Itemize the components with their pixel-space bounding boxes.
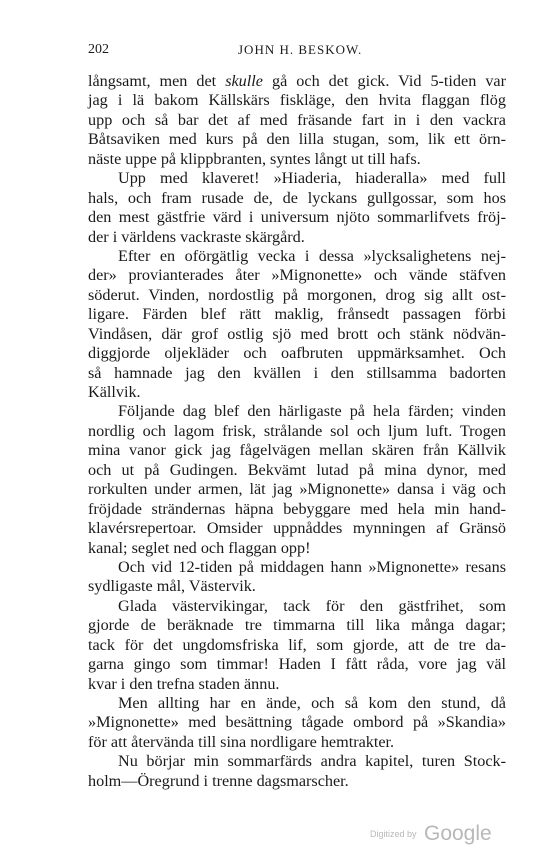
text-line: nordlig och lagom frisk, strålande sol och ljum luft. Trogen <box>88 421 506 440</box>
paragraph <box>88 597 506 694</box>
text-line: Nu börjar min sommarfärds andra kapitel, turen Stock- <box>118 752 506 771</box>
text-line: upp och så bar det af med fräsande fart in i den vackra <box>88 110 506 129</box>
digitized-watermark <box>370 822 492 846</box>
text-line: tack för det ungdomsfriska lif, som gjorde, att de tre da- <box>88 635 506 654</box>
text-line: Efter en oförgätlig vecka i dessa »lycksalighetens nej- <box>118 246 506 265</box>
text-line: Upp med klaveret! »Hiaderia, hiaderalla» med full <box>118 169 506 188</box>
paragraph <box>88 247 506 403</box>
text-line: diggjorde oljekläder och oafbruten uppmärksamhet. Och <box>88 344 506 363</box>
text-line: så hamnade jag den kvällen i den stillsamma badorten <box>88 363 506 382</box>
text-line: hals, och fram rusade de, de lyckans gullgossar, som hos <box>88 188 506 207</box>
running-head: JOHN H. BESKOW. <box>238 42 363 57</box>
paragraph <box>88 752 506 791</box>
text-line: sydligaste mål, Västervik. <box>88 577 256 596</box>
text-line: »Mignonette» med besättning tågade ombord på »Skandia» <box>88 713 506 732</box>
paragraph <box>88 72 506 169</box>
text-line: der i världens vackraste skärgård. <box>88 227 305 246</box>
text-line: kvar i den trefna staden ännu. <box>88 674 280 693</box>
text-line: klavérsrepertoar. Omsider uppnåddes mynningen af Gränsö <box>88 519 506 538</box>
text-line: Källvik. <box>88 383 141 401</box>
text-line: Följande dag blef den härligaste på hela färden; vinden <box>118 402 506 421</box>
text-line: och ut på Gudingen. Bekvämt lutad på mina dynor, med <box>88 460 506 479</box>
text-line: garna gingo som timmar! Haden I fått råda, vore jag väl <box>88 655 506 674</box>
text-line: kanal; seglet ned och flaggan opp! <box>88 538 311 557</box>
text-line: långsamt, men det skulle gå och det gick. Vid 5-tiden var <box>88 72 506 90</box>
text-line: Vindåsen, där grof ostlig sjö med brott och stänk nödvän- <box>88 324 506 343</box>
text-line: mina vanor gick jag fågelvägen mellan skären från Källvik <box>88 441 506 460</box>
text-line: söderut. Vinden, nordostlig på morgonen, drog sig allt ost- <box>88 285 506 304</box>
text-line: Glada västervikingar, tack för den gästfrihet, som <box>118 596 506 615</box>
text-line: för att återvända till sina nordligare hemtrakter. <box>88 732 395 751</box>
page-number: 202 <box>88 42 109 57</box>
text-line: Och vid 12-tiden på middagen hann »Mignonette» resans <box>118 557 506 576</box>
paragraph <box>88 402 506 558</box>
text-line: jag i lä bakom Källskärs fiskläge, den hvita flaggan flög <box>88 91 506 110</box>
paragraph <box>88 169 506 247</box>
text-line: der» provianterades åter »Mignonette» och vände stäfven <box>88 266 506 285</box>
paragraph <box>88 558 506 597</box>
google-logo: Google <box>423 822 492 845</box>
emphasis: skulle <box>225 72 263 90</box>
text-line: näste uppe på klippbranten, syntes långt ut till hafs. <box>88 149 421 168</box>
body-text <box>88 72 506 791</box>
text-line: ligare. Färden blef rätt maklig, frånsedt passagen förbi <box>88 305 506 324</box>
page-header <box>88 42 506 62</box>
paragraph <box>88 694 506 752</box>
text-line: gjorde de beräknade tre timmarna till lika många dagar; <box>88 616 506 635</box>
text-line: fröjdade strändernas häpna bebyggare med hela min hand- <box>88 499 506 518</box>
text-line: Båtsaviken med kurs på den lilla stugan, som, lik ett örn- <box>88 130 506 149</box>
text-line: rorkulten under armen, lät jag »Mignonette» dansa i väg och <box>88 480 506 499</box>
text-line: Men allting har en ände, och så kom den stund, då <box>118 694 506 712</box>
text-line: den mest gästfrie värd i universum njöto sommarlifvets fröj- <box>88 208 506 227</box>
watermark-digitized-by: Digitized by <box>370 829 417 839</box>
text-line: holm—Öregrund i trenne dagsmarscher. <box>88 771 349 790</box>
